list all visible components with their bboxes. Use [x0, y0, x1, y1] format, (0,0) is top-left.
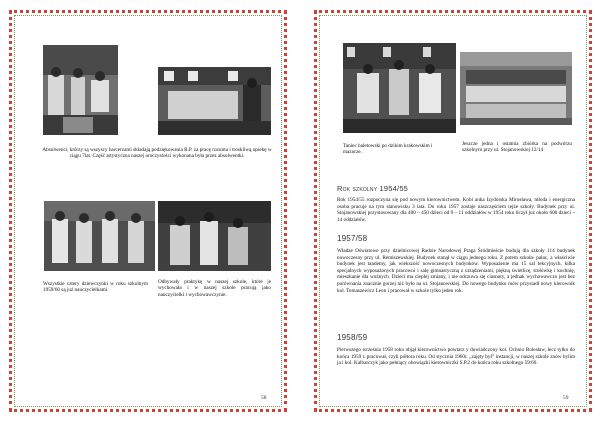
- section-text-1954: Rok 1954/55 rozpoczyna się pod nowym kierownictwem. Kobi anka Izydorska Mirosława, młoda i energiczna osoba pracuje na tym stanowisku 3 lata. Do roku 1957 zostaje naszczęściem tejże szkoły. Budynek przy ul. Stojanowskiej przystosowany dla 400 – 450 dzieci od 9 – 11 oddziałów w 1954 roku liczył już około 600 dzieci – 14 oddziałów.: [337, 197, 575, 223]
- photo-four-girls: [44, 201, 155, 271]
- photo-ceremony-stage: [158, 67, 271, 135]
- caption-four-girls: Wszystkie cztery dziewczynki w roku szkolnym 1959/60 są już nauczycielkami.: [43, 281, 148, 294]
- caption-practice: Odbywały praktykę w naszej szkole, które je wychowała i w naszej szkole pracują jako nauczycielki i wychowawczynie.: [158, 279, 271, 298]
- photo-practice-dance: [158, 201, 271, 271]
- photo-last-assembly: [460, 52, 572, 125]
- section-text-1957: Władze Oświatowe przy dzielnicowej Radzie Narodowej Praga Śródmieście budują dla szkoły 114 budynek nowoczesny przy ul. Remiszewskiej. Budynek stanął w ciągu jednego roku. Z potem szkoła- pałac, a właściwie budynek jest tandetny, jak wiekszość nowoczesnych budynków. Wyposażenie ma 15 sal lekcyjnych, kilka specjalnych wyposażonych pracowni i salę gimnastyczną z urządzeniami, piękną świetlicę, stołówkę i kuchnię, mieszkanie dla woźnych. Dzieci ma cieplej zmiany, i nie odczuwa się ciasnoty, a jednak wychowawczo jest bez porównania znacznie gorzej niż było na ul. Stojanowskiej. Do nowego budynku mów przysiadł nowy kierownik kol. Tomaszewicz Leon i pracował w szkole tylko jeden rok.: [337, 248, 575, 294]
- page-number: 59: [563, 395, 569, 401]
- caption-ballet: Taniec baletowski po dzikim krakowskim i mazurze.: [343, 143, 433, 156]
- section-title-1954: Rok szkolny 1954/55: [337, 184, 409, 193]
- right-page: [314, 10, 592, 412]
- page-number: 58: [261, 395, 267, 401]
- section-text-1958: Pierwszego września 1958 roku objął kierownictwo powtarz y dowiadczony kol. Ochnio Bolesław, lecz tylko do końca 1959 r. pracował, czyli półtora roku. Od stycznia 1960r. „zajęty był” instancji, w naszej szkole znów bylim ja i kol. Kalbarczyk jako pełniący obowiązki kierowniczki S.P.2 do końca roku szkolnego 59/60.: [337, 347, 575, 367]
- caption-graduates: Absolwenci, którzy są wszyscy harcerzami składają podziękowania R.P. za pracę rozumu i troskliwą opiekę w ciągu 7lat. Część artystyczna naszej uroczystości wykonana była przez absolwentki.: [42, 147, 272, 160]
- photo-ballet-dance: [343, 43, 456, 133]
- left-page: [9, 10, 287, 412]
- section-title-1958: 1958/59: [337, 333, 368, 342]
- caption-assembly: Jeszcze jedna i ostatnia zbiórka na podwórzu szkolnym przy ul. Stojanowskiej 12/14: [462, 141, 572, 154]
- section-title-1957: 1957/58: [337, 234, 368, 243]
- photo-ceremony-children: [43, 45, 118, 135]
